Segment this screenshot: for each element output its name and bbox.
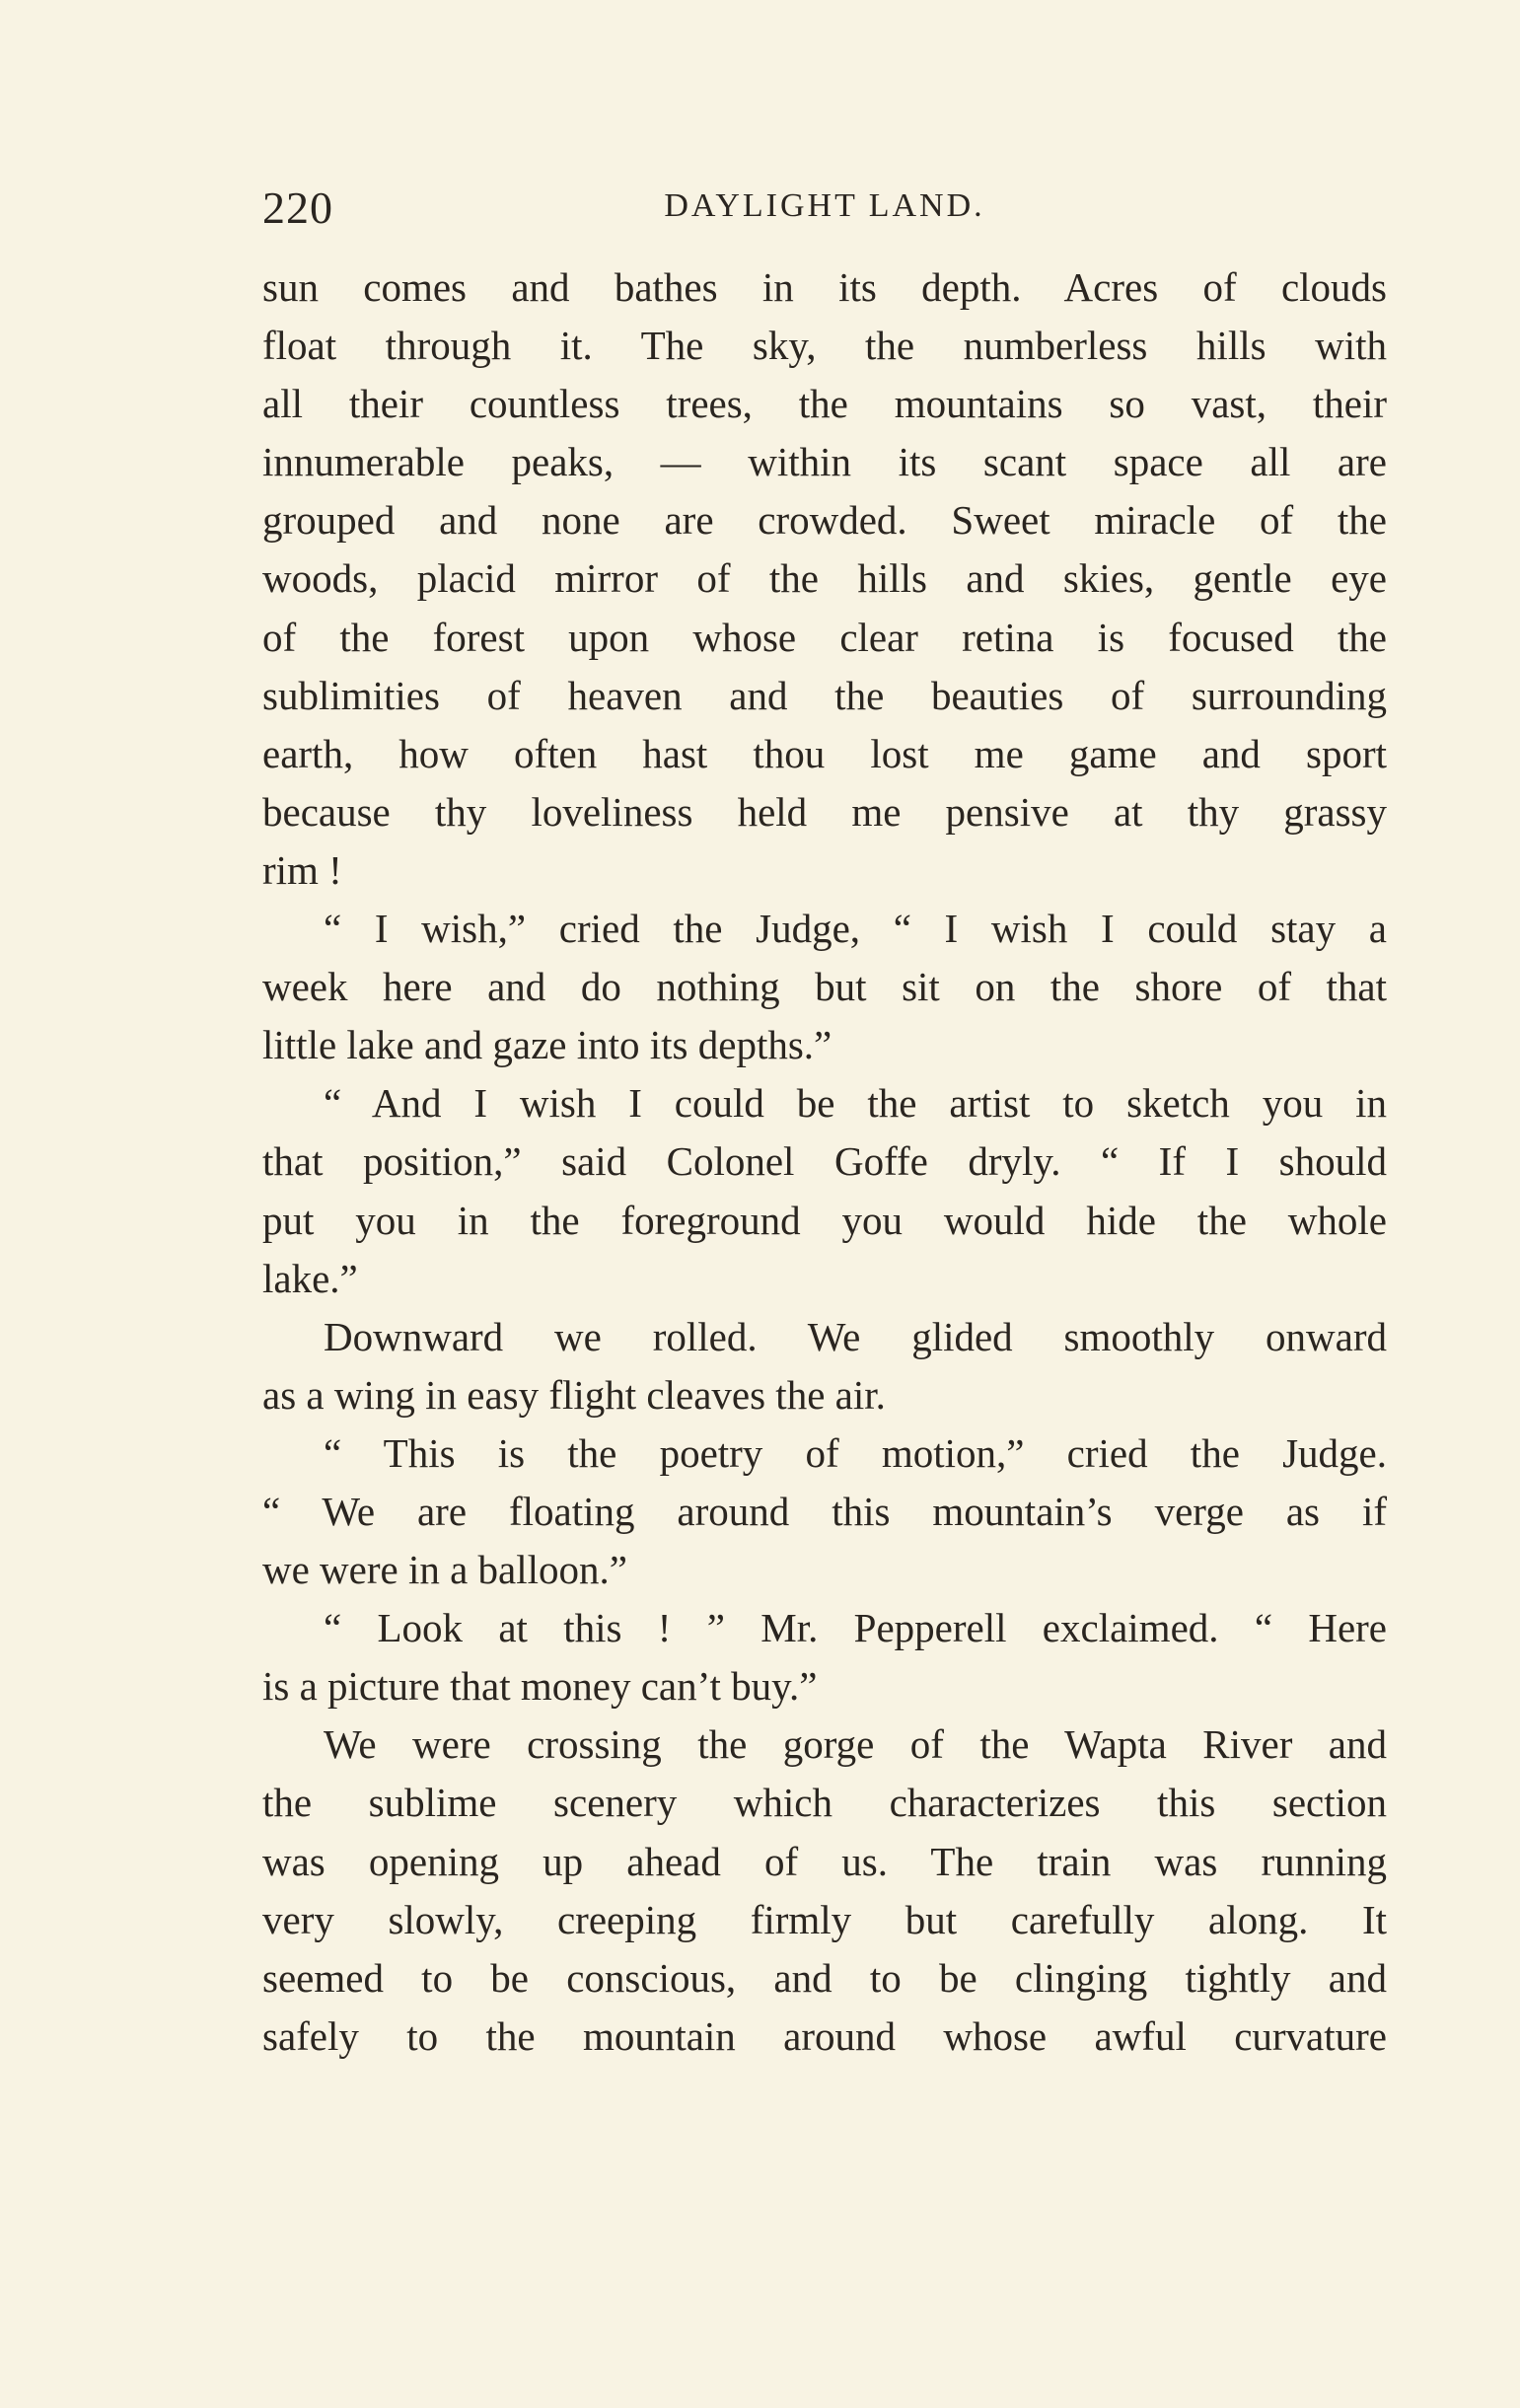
text-line: “ I wish,” cried the Judge, “ I wish I could stay a (324, 906, 1387, 952)
text-line: sun comes and bathes in its depth. Acres of clouds (262, 264, 1387, 310)
text-line: the sublime scenery which characterizes this section (262, 1780, 1387, 1826)
text-line: “ We are floating around this mountain’s verge as if (262, 1488, 1387, 1534)
text-line: float through it. The sky, the numberless hills with (262, 323, 1387, 369)
text-line: woods, placid mirror of the hills and skies, gentle eye (262, 555, 1387, 602)
text-line: week here and do nothing but sit on the shore of that (262, 964, 1387, 1010)
text-line: put you in the foreground you would hide the whole (262, 1197, 1387, 1243)
text-line: innumerable peaks, — within its scant space all are (262, 439, 1387, 485)
page-number: 220 (262, 182, 333, 233)
text-line: that position,” said Colonel Goffe dryly. “ If I should (262, 1138, 1387, 1185)
text-line: we were in a balloon.” (262, 1547, 627, 1593)
text-line: little lake and gaze into its depths.” (262, 1022, 832, 1068)
text-line: all their countless trees, the mountains so vast, their (262, 381, 1387, 427)
text-line: Downward we rolled. We glided smoothly onward (324, 1313, 1387, 1359)
text-line: “ This is the poetry of motion,” cried the Judge. (324, 1429, 1387, 1476)
text-line: safely to the mountain around whose awful curvature (262, 2012, 1387, 2059)
text-line: “ And I wish I could be the artist to sketch you in (324, 1080, 1387, 1127)
text-line: very slowly, creeping firmly but carefully along. It (262, 1896, 1387, 1942)
text-line: lake.” (262, 1255, 358, 1301)
running-title: DAYLIGHT LAND. (664, 187, 985, 224)
text-line: rim ! (262, 846, 342, 893)
text-line: as a wing in easy flight cleaves the air. (262, 1371, 886, 1418)
text-line: is a picture that money can’t buy.” (262, 1663, 818, 1710)
text-line: seemed to be conscious, and to be clinging tightly and (262, 1954, 1387, 2001)
text-line: because thy loveliness held me pensive at thy grassy (262, 788, 1387, 835)
body-text (262, 258, 1387, 2066)
text-line: was opening up ahead of us. The train was running (262, 1838, 1387, 1884)
text-line: grouped and none are crowded. Sweet miracle of the (262, 497, 1387, 544)
text-line: “ Look at this ! ” Mr. Pepperell exclaimed. “ Here (324, 1605, 1387, 1651)
text-line: earth, how often hast thou lost me game and sport (262, 730, 1387, 776)
text-line: sublimities of heaven and the beauties of surrounding (262, 672, 1387, 718)
running-head (262, 182, 1387, 241)
text-line: We were crossing the gorge of the Wapta River and (324, 1721, 1387, 1768)
text-line: of the forest upon whose clear retina is focused the (262, 614, 1387, 660)
